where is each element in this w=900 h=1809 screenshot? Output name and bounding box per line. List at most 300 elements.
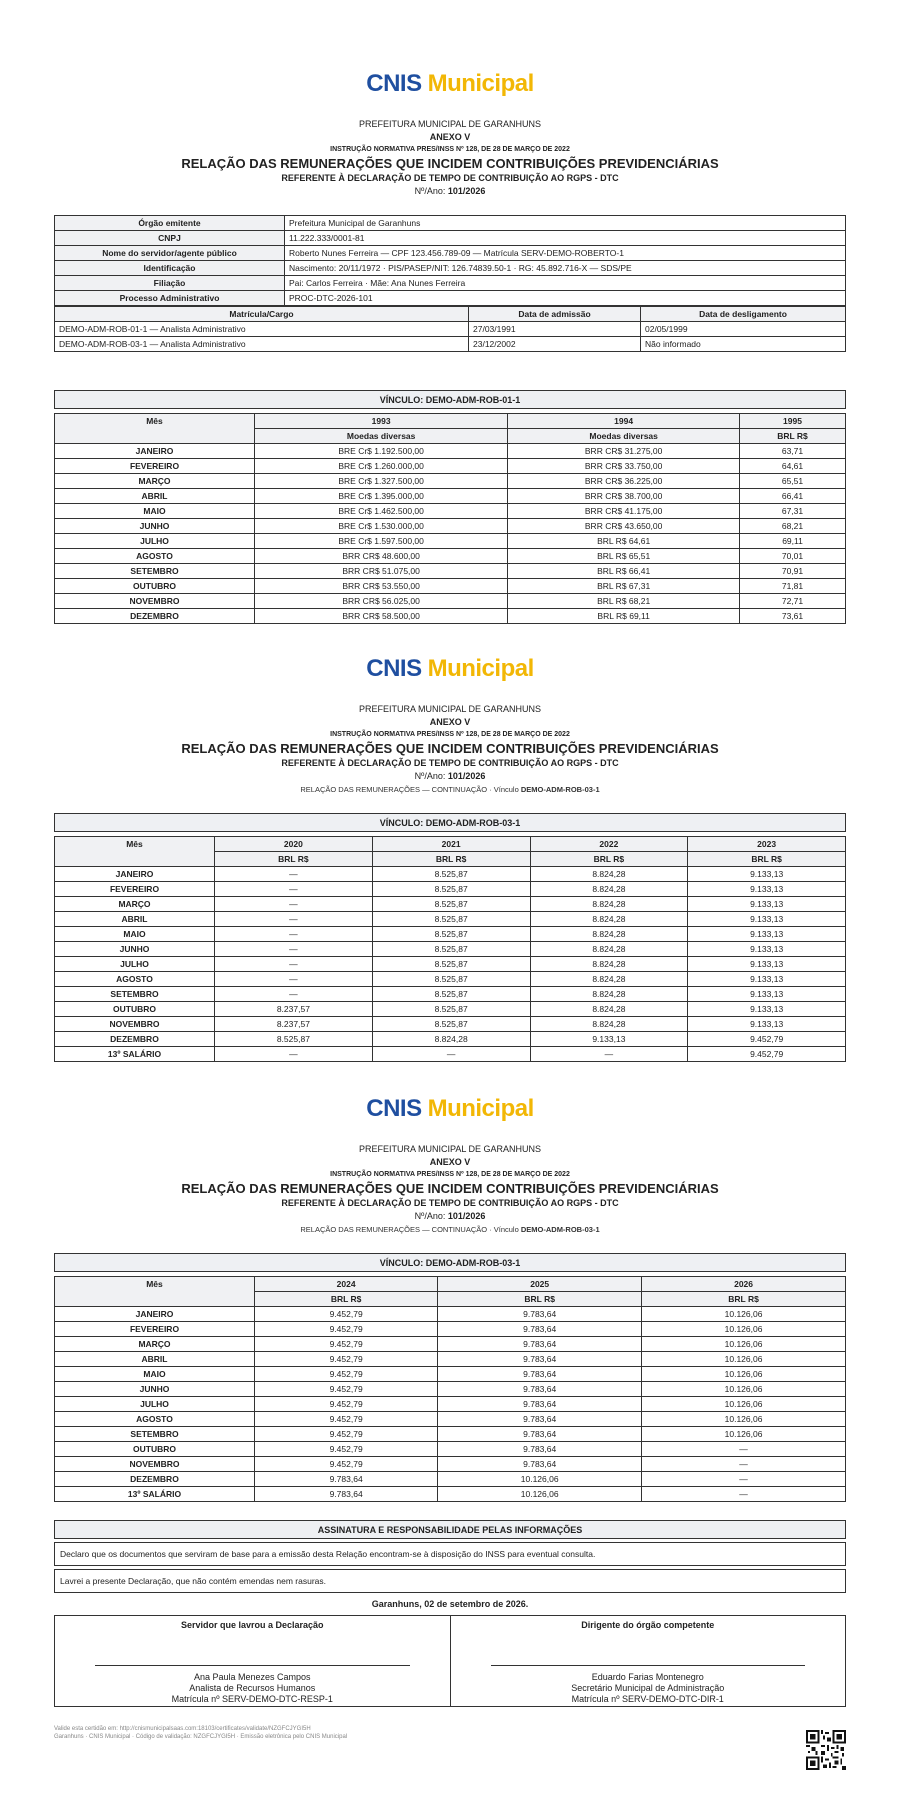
currency-header: BRL R$ — [740, 429, 846, 444]
signature-dirigente-matricula: Matrícula nº SERV-DEMO-DTC-DIR-1 — [571, 1694, 724, 1704]
value-cell: 10.126,06 — [642, 1427, 846, 1442]
value-cell: BRR CR$ 58.500,00 — [255, 609, 508, 624]
value-cell: 9.783,64 — [438, 1367, 642, 1382]
info-value: PROC-DTC-2026-101 — [285, 291, 846, 306]
document-subtitle: REFERENTE À DECLARAÇÃO DE TEMPO DE CONTRIBUIÇÃO AO RGPS - DTC — [281, 758, 619, 768]
value-cell: BRR CR$ 43.650,00 — [508, 519, 740, 534]
table-row — [55, 942, 846, 957]
year-header: 2025 — [438, 1277, 642, 1292]
document-subtitle: REFERENTE À DECLARAÇÃO DE TEMPO DE CONTRIBUIÇÃO AO RGPS - DTC — [281, 173, 619, 183]
validation-link[interactable]: Valide esta certidão em: http://cnismunicipalsaas.com:18103/certificates/validate/NZGFCJYGI5H — [54, 1726, 311, 1732]
info-value: Prefeitura Municipal de Garanhuns — [285, 216, 846, 231]
currency-header: Moedas diversas — [255, 429, 508, 444]
info-row — [55, 231, 846, 246]
value-cell: BRL R$ 67,31 — [508, 579, 740, 594]
value-cell: 8.824,28 — [530, 1017, 688, 1032]
month-column-header: Mês — [55, 837, 215, 867]
value-cell: — — [215, 912, 373, 927]
value-cell: 9.133,13 — [688, 882, 846, 897]
month-cell: ABRIL — [55, 1352, 255, 1367]
month-cell: OUTUBRO — [55, 1442, 255, 1457]
table-row — [55, 474, 846, 489]
month-cell: SETEMBRO — [55, 1427, 255, 1442]
value-cell: 9.783,64 — [438, 1322, 642, 1337]
month-cell: OUTUBRO — [55, 579, 255, 594]
value-cell: 9.452,79 — [255, 1322, 438, 1337]
value-cell: 8.525,87 — [372, 897, 530, 912]
table-row — [55, 504, 846, 519]
anexo-title: ANEXO V — [429, 1157, 471, 1167]
value-cell: BRE Cr$ 1.395.000,00 — [255, 489, 508, 504]
value-cell: 9.783,64 — [438, 1352, 642, 1367]
vinculo-section-1 — [54, 390, 846, 624]
month-cell: DEZEMBRO — [55, 1472, 255, 1487]
declaracao-rasuras: Lavrei a presente Declaração, que não contém emendas nem rasuras. — [54, 1569, 846, 1593]
info-value: Nascimento: 20/11/1972 · PIS/PASEP/NIT: 126.74839.50-1 · RG: 45.892.716-X — SDS/PE — [285, 261, 846, 276]
matricula-cell: DEMO-ADM-ROB-03-1 — Analista Administrativo — [55, 337, 469, 352]
value-cell: 9.133,13 — [530, 1032, 688, 1047]
value-cell: 9.783,64 — [438, 1382, 642, 1397]
value-cell: 8.824,28 — [530, 897, 688, 912]
month-column-header: Mês — [55, 1277, 255, 1307]
info-label: Filiação — [55, 276, 285, 291]
value-cell: BRL R$ 68,21 — [508, 594, 740, 609]
year-header: 2023 — [688, 837, 846, 852]
matricula-table — [54, 306, 846, 352]
table-row — [55, 594, 846, 609]
currency-header: Moedas diversas — [508, 429, 740, 444]
table-row — [55, 1487, 846, 1502]
year-header-row — [55, 414, 846, 429]
value-cell: — — [642, 1472, 846, 1487]
value-cell: 9.133,13 — [688, 897, 846, 912]
signature-servidor-cargo: Analista de Recursos Humanos — [189, 1683, 316, 1693]
month-cell: MAIO — [55, 927, 215, 942]
month-cell: DEZEMBRO — [55, 1032, 215, 1047]
document-title: RELAÇÃO DAS REMUNERAÇÕES QUE INCIDEM CONTRIBUIÇÕES PREVIDENCIÁRIAS — [181, 1181, 719, 1196]
value-cell: 9.783,64 — [438, 1427, 642, 1442]
table-row — [55, 1032, 846, 1047]
month-cell: JUNHO — [55, 1382, 255, 1397]
value-cell: 70,91 — [740, 564, 846, 579]
info-label: Identificação — [55, 261, 285, 276]
signature-line — [95, 1665, 410, 1666]
month-cell: MAIO — [55, 1367, 255, 1382]
value-cell: 66,41 — [740, 489, 846, 504]
matricula-cell: 02/05/1999 — [641, 322, 846, 337]
value-cell: — — [215, 897, 373, 912]
value-cell: 9.783,64 — [438, 1337, 642, 1352]
value-cell: 9.783,64 — [438, 1457, 642, 1472]
value-cell: — — [215, 867, 373, 882]
info-label: Órgão emitente — [55, 216, 285, 231]
value-cell: BRE Cr$ 1.462.500,00 — [255, 504, 508, 519]
vinculo-title: VÍNCULO: DEMO-ADM-ROB-03-1 — [54, 1253, 846, 1272]
value-cell: BRR CR$ 38.700,00 — [508, 489, 740, 504]
signature-dirigente-cargo: Secretário Municipal de Administração — [571, 1683, 725, 1693]
value-cell: 10.126,06 — [438, 1487, 642, 1502]
value-cell: 73,61 — [740, 609, 846, 624]
value-cell: — — [642, 1487, 846, 1502]
value-cell: 8.824,28 — [530, 972, 688, 987]
value-cell: BRE Cr$ 1.530.000,00 — [255, 519, 508, 534]
cnis-logo: CNIS Municipal — [366, 70, 534, 97]
table-row — [55, 897, 846, 912]
table-row — [55, 1047, 846, 1062]
month-cell: JANEIRO — [55, 444, 255, 459]
signature-line — [491, 1665, 806, 1666]
value-cell: BRR CR$ 48.600,00 — [255, 549, 508, 564]
table-row — [55, 1307, 846, 1322]
value-cell: 10.126,06 — [642, 1352, 846, 1367]
value-cell: 10.126,06 — [642, 1412, 846, 1427]
value-cell: 9.133,13 — [688, 957, 846, 972]
value-cell: 8.237,57 — [215, 1017, 373, 1032]
currency-header: BRL R$ — [255, 1292, 438, 1307]
table-row — [55, 549, 846, 564]
value-cell: BRE Cr$ 1.192.500,00 — [255, 444, 508, 459]
value-cell: — — [215, 882, 373, 897]
value-cell: 63,71 — [740, 444, 846, 459]
currency-header: BRL R$ — [530, 852, 688, 867]
value-cell: — — [215, 972, 373, 987]
table-row — [55, 489, 846, 504]
month-cell: JULHO — [55, 1397, 255, 1412]
value-cell: 9.452,79 — [255, 1457, 438, 1472]
value-cell: 8.824,28 — [530, 1002, 688, 1017]
local-data: Garanhuns, 02 de setembro de 2026. — [371, 1599, 529, 1609]
vinculo-section-3 — [54, 1253, 846, 1502]
info-row — [55, 246, 846, 261]
value-cell: 9.452,79 — [255, 1337, 438, 1352]
info-row — [55, 216, 846, 231]
table-row — [55, 519, 846, 534]
month-cell: JUNHO — [55, 942, 215, 957]
year-header: 1994 — [508, 414, 740, 429]
vinculo-title: VÍNCULO: DEMO-ADM-ROB-03-1 — [54, 813, 846, 832]
month-cell: JULHO — [55, 534, 255, 549]
value-cell: 9.783,64 — [255, 1472, 438, 1487]
month-cell: NOVEMBRO — [55, 594, 255, 609]
value-cell: 68,21 — [740, 519, 846, 534]
cnis-logo: CNIS Municipal — [366, 1095, 534, 1122]
matricula-cell: 23/12/2002 — [469, 337, 641, 352]
value-cell: 8.237,57 — [215, 1002, 373, 1017]
cnis-logo: CNIS Municipal — [366, 655, 534, 682]
month-cell: AGOSTO — [55, 972, 215, 987]
table-row — [55, 1457, 846, 1472]
signature-servidor-title: Servidor que lavrou a Declaração — [180, 1620, 324, 1630]
value-cell: 67,31 — [740, 504, 846, 519]
value-cell: 8.525,87 — [372, 927, 530, 942]
currency-header: BRL R$ — [688, 852, 846, 867]
value-cell: 9.452,79 — [255, 1367, 438, 1382]
value-cell: BRL R$ 65,51 — [508, 549, 740, 564]
year-header: 2020 — [215, 837, 373, 852]
value-cell: 70,01 — [740, 549, 846, 564]
value-cell: 8.525,87 — [215, 1032, 373, 1047]
numero-ano: Nº/Ano: 101/2026 — [414, 1211, 486, 1221]
month-cell: 13º SALÁRIO — [55, 1487, 255, 1502]
year-header: 2021 — [372, 837, 530, 852]
continuacao-note: RELAÇÃO DAS REMUNERAÇÕES — CONTINUAÇÃO · Vínculo DEMO-ADM-ROB-03-1 — [300, 785, 600, 794]
remuneracoes-table — [54, 1276, 846, 1502]
value-cell: 9.452,79 — [255, 1412, 438, 1427]
value-cell: 9.452,79 — [255, 1427, 438, 1442]
value-cell: 8.824,28 — [372, 1032, 530, 1047]
year-header-row — [55, 837, 846, 852]
value-cell: 10.126,06 — [642, 1382, 846, 1397]
month-cell: JULHO — [55, 957, 215, 972]
numero-ano: Nº/Ano: 101/2026 — [414, 186, 486, 196]
value-cell: — — [215, 957, 373, 972]
page-header-3 — [54, 1095, 846, 1236]
table-row — [55, 459, 846, 474]
identification-section — [54, 215, 846, 352]
value-cell: 8.525,87 — [372, 1017, 530, 1032]
value-cell: 8.525,87 — [372, 957, 530, 972]
year-header: 2022 — [530, 837, 688, 852]
info-value: Pai: Carlos Ferreira · Mãe: Ana Nunes Ferreira — [285, 276, 846, 291]
matricula-header-cargo: Matrícula/Cargo — [55, 307, 469, 322]
instrucao-normativa: INSTRUÇÃO NORMATIVA PRES/INSS Nº 128, DE 28 DE MARÇO DE 2022 — [330, 731, 570, 738]
identification-table — [54, 215, 846, 306]
month-cell: SETEMBRO — [55, 564, 255, 579]
value-cell: — — [215, 942, 373, 957]
value-cell: 8.824,28 — [530, 912, 688, 927]
value-cell: BRL R$ 66,41 — [508, 564, 740, 579]
value-cell: 10.126,06 — [642, 1397, 846, 1412]
value-cell: BRL R$ 69,11 — [508, 609, 740, 624]
month-cell: JANEIRO — [55, 1307, 255, 1322]
value-cell: 9.133,13 — [688, 1002, 846, 1017]
value-cell: — — [642, 1442, 846, 1457]
currency-header: BRL R$ — [438, 1292, 642, 1307]
value-cell: 9.783,64 — [255, 1487, 438, 1502]
page-header-2 — [54, 655, 846, 796]
prefeitura-name: PREFEITURA MUNICIPAL DE GARANHUNS — [358, 1144, 542, 1154]
info-row — [55, 261, 846, 276]
table-row — [55, 1352, 846, 1367]
value-cell: 8.824,28 — [530, 927, 688, 942]
value-cell: 9.783,64 — [438, 1307, 642, 1322]
info-label: CNPJ — [55, 231, 285, 246]
value-cell: 9.452,79 — [255, 1397, 438, 1412]
instrucao-normativa: INSTRUÇÃO NORMATIVA PRES/INSS Nº 128, DE 28 DE MARÇO DE 2022 — [330, 1171, 570, 1178]
signature-dirigente — [450, 1616, 846, 1706]
value-cell: BRR CR$ 41.175,00 — [508, 504, 740, 519]
footer-info: Garanhuns · CNIS Municipal · Código de validação: NZGFCJYGI5H · Emissão eletrônica pelo CNIS Municipal — [54, 1734, 348, 1740]
value-cell: BRR CR$ 33.750,00 — [508, 459, 740, 474]
table-row — [55, 1412, 846, 1427]
value-cell: 72,71 — [740, 594, 846, 609]
year-header: 2024 — [255, 1277, 438, 1292]
month-cell: FEVEREIRO — [55, 459, 255, 474]
table-row — [55, 1337, 846, 1352]
matricula-cell: Não informado — [641, 337, 846, 352]
instrucao-normativa: INSTRUÇÃO NORMATIVA PRES/INSS Nº 128, DE 28 DE MARÇO DE 2022 — [330, 146, 570, 153]
matricula-cell: DEMO-ADM-ROB-01-1 — Analista Administrativo — [55, 322, 469, 337]
signature-servidor — [55, 1616, 450, 1706]
table-row — [55, 609, 846, 624]
currency-header: BRL R$ — [372, 852, 530, 867]
table-row — [55, 1472, 846, 1487]
value-cell: 8.824,28 — [530, 867, 688, 882]
info-value: 11.222.333/0001-81 — [285, 231, 846, 246]
assinatura-title: ASSINATURA E RESPONSABILIDADE PELAS INFORMAÇÕES — [54, 1520, 846, 1539]
table-row — [55, 579, 846, 594]
year-header: 1993 — [255, 414, 508, 429]
signature-servidor-nome: Ana Paula Menezes Campos — [193, 1672, 311, 1682]
table-row — [55, 972, 846, 987]
info-label: Processo Administrativo — [55, 291, 285, 306]
value-cell: 9.452,79 — [255, 1352, 438, 1367]
continuacao-note: RELAÇÃO DAS REMUNERAÇÕES — CONTINUAÇÃO · Vínculo DEMO-ADM-ROB-03-1 — [300, 1225, 600, 1234]
signature-box — [54, 1615, 846, 1707]
matricula-cell: 27/03/1991 — [469, 322, 641, 337]
value-cell: 9.133,13 — [688, 942, 846, 957]
value-cell: BRR CR$ 53.550,00 — [255, 579, 508, 594]
value-cell: 9.452,79 — [688, 1032, 846, 1047]
table-row — [55, 564, 846, 579]
value-cell: 9.783,64 — [438, 1412, 642, 1427]
value-cell: 8.824,28 — [530, 987, 688, 1002]
month-column-header: Mês — [55, 414, 255, 444]
value-cell: BRR CR$ 31.275,00 — [508, 444, 740, 459]
table-row — [55, 912, 846, 927]
value-cell: 8.525,87 — [372, 987, 530, 1002]
month-cell: ABRIL — [55, 912, 215, 927]
value-cell: 9.133,13 — [688, 972, 846, 987]
value-cell: 9.133,13 — [688, 987, 846, 1002]
table-row — [55, 882, 846, 897]
month-cell: FEVEREIRO — [55, 1322, 255, 1337]
info-value: Roberto Nunes Ferreira — CPF 123.456.789-09 — Matrícula SERV-DEMO-ROBERTO-1 — [285, 246, 846, 261]
qr-code-icon — [806, 1730, 846, 1770]
matricula-row — [55, 322, 846, 337]
value-cell: 8.525,87 — [372, 942, 530, 957]
signature-servidor-matricula: Matrícula nº SERV-DEMO-DTC-RESP-1 — [171, 1694, 333, 1704]
table-row — [55, 1367, 846, 1382]
month-cell: FEVEREIRO — [55, 882, 215, 897]
table-row — [55, 927, 846, 942]
table-row — [55, 1427, 846, 1442]
value-cell: 9.133,13 — [688, 1017, 846, 1032]
value-cell: 10.126,06 — [438, 1472, 642, 1487]
table-row — [55, 1397, 846, 1412]
month-cell: AGOSTO — [55, 549, 255, 564]
table-row — [55, 534, 846, 549]
matricula-header-admissao: Data de admissão — [469, 307, 641, 322]
value-cell: 8.525,87 — [372, 912, 530, 927]
value-cell: 9.452,79 — [255, 1442, 438, 1457]
document-subtitle: REFERENTE À DECLARAÇÃO DE TEMPO DE CONTRIBUIÇÃO AO RGPS - DTC — [281, 1198, 619, 1208]
value-cell: — — [642, 1457, 846, 1472]
month-cell: MAIO — [55, 504, 255, 519]
table-row — [55, 867, 846, 882]
value-cell: 9.133,13 — [688, 912, 846, 927]
anexo-title: ANEXO V — [429, 132, 471, 142]
month-cell: 13º SALÁRIO — [55, 1047, 215, 1062]
month-cell: JUNHO — [55, 519, 255, 534]
remuneracoes-table — [54, 836, 846, 1062]
value-cell: 64,61 — [740, 459, 846, 474]
table-row — [55, 1017, 846, 1032]
month-cell: SETEMBRO — [55, 987, 215, 1002]
month-cell: MARÇO — [55, 474, 255, 489]
value-cell: 69,11 — [740, 534, 846, 549]
month-cell: DEZEMBRO — [55, 609, 255, 624]
value-cell: 9.133,13 — [688, 927, 846, 942]
value-cell: 9.452,79 — [688, 1047, 846, 1062]
table-row — [55, 1382, 846, 1397]
table-row — [55, 957, 846, 972]
value-cell: BRE Cr$ 1.327.500,00 — [255, 474, 508, 489]
month-cell: MARÇO — [55, 897, 215, 912]
value-cell: BRE Cr$ 1.597.500,00 — [255, 534, 508, 549]
value-cell: 65,51 — [740, 474, 846, 489]
value-cell: 8.824,28 — [530, 882, 688, 897]
matricula-row — [55, 337, 846, 352]
assinatura-section — [54, 1520, 846, 1707]
month-cell: MARÇO — [55, 1337, 255, 1352]
info-row — [55, 291, 846, 306]
month-cell: OUTUBRO — [55, 1002, 215, 1017]
value-cell: 8.525,87 — [372, 972, 530, 987]
table-row — [55, 987, 846, 1002]
document-title: RELAÇÃO DAS REMUNERAÇÕES QUE INCIDEM CONTRIBUIÇÕES PREVIDENCIÁRIAS — [181, 741, 719, 756]
document-title: RELAÇÃO DAS REMUNERAÇÕES QUE INCIDEM CONTRIBUIÇÕES PREVIDENCIÁRIAS — [181, 156, 719, 171]
table-row — [55, 1322, 846, 1337]
value-cell: 8.824,28 — [530, 942, 688, 957]
table-row — [55, 1002, 846, 1017]
value-cell: BRL R$ 64,61 — [508, 534, 740, 549]
signature-dirigente-nome: Eduardo Farias Montenegro — [591, 1672, 704, 1682]
numero-ano: Nº/Ano: 101/2026 — [414, 771, 486, 781]
signature-dirigente-title: Dirigente do órgão competente — [581, 1620, 715, 1630]
month-cell: NOVEMBRO — [55, 1017, 215, 1032]
anexo-title: ANEXO V — [429, 717, 471, 727]
value-cell: 8.525,87 — [372, 882, 530, 897]
page-header-1 — [54, 70, 846, 198]
info-label: Nome do servidor/agente público — [55, 246, 285, 261]
month-cell: JANEIRO — [55, 867, 215, 882]
table-row — [55, 1442, 846, 1457]
value-cell: — — [215, 1047, 373, 1062]
info-row — [55, 276, 846, 291]
prefeitura-name: PREFEITURA MUNICIPAL DE GARANHUNS — [358, 704, 542, 714]
month-cell: ABRIL — [55, 489, 255, 504]
value-cell: 9.452,79 — [255, 1307, 438, 1322]
month-cell: NOVEMBRO — [55, 1457, 255, 1472]
value-cell: — — [372, 1047, 530, 1062]
value-cell: 9.783,64 — [438, 1397, 642, 1412]
value-cell: 10.126,06 — [642, 1337, 846, 1352]
currency-header: BRL R$ — [642, 1292, 846, 1307]
value-cell: 8.525,87 — [372, 867, 530, 882]
value-cell: BRR CR$ 36.225,00 — [508, 474, 740, 489]
value-cell: — — [215, 987, 373, 1002]
value-cell: 71,81 — [740, 579, 846, 594]
value-cell: 10.126,06 — [642, 1322, 846, 1337]
value-cell: 8.824,28 — [530, 957, 688, 972]
matricula-header-desligamento: Data de desligamento — [641, 307, 846, 322]
value-cell: 9.452,79 — [255, 1382, 438, 1397]
value-cell: — — [215, 927, 373, 942]
year-header: 1995 — [740, 414, 846, 429]
value-cell: BRE Cr$ 1.260.000,00 — [255, 459, 508, 474]
value-cell: — — [530, 1047, 688, 1062]
